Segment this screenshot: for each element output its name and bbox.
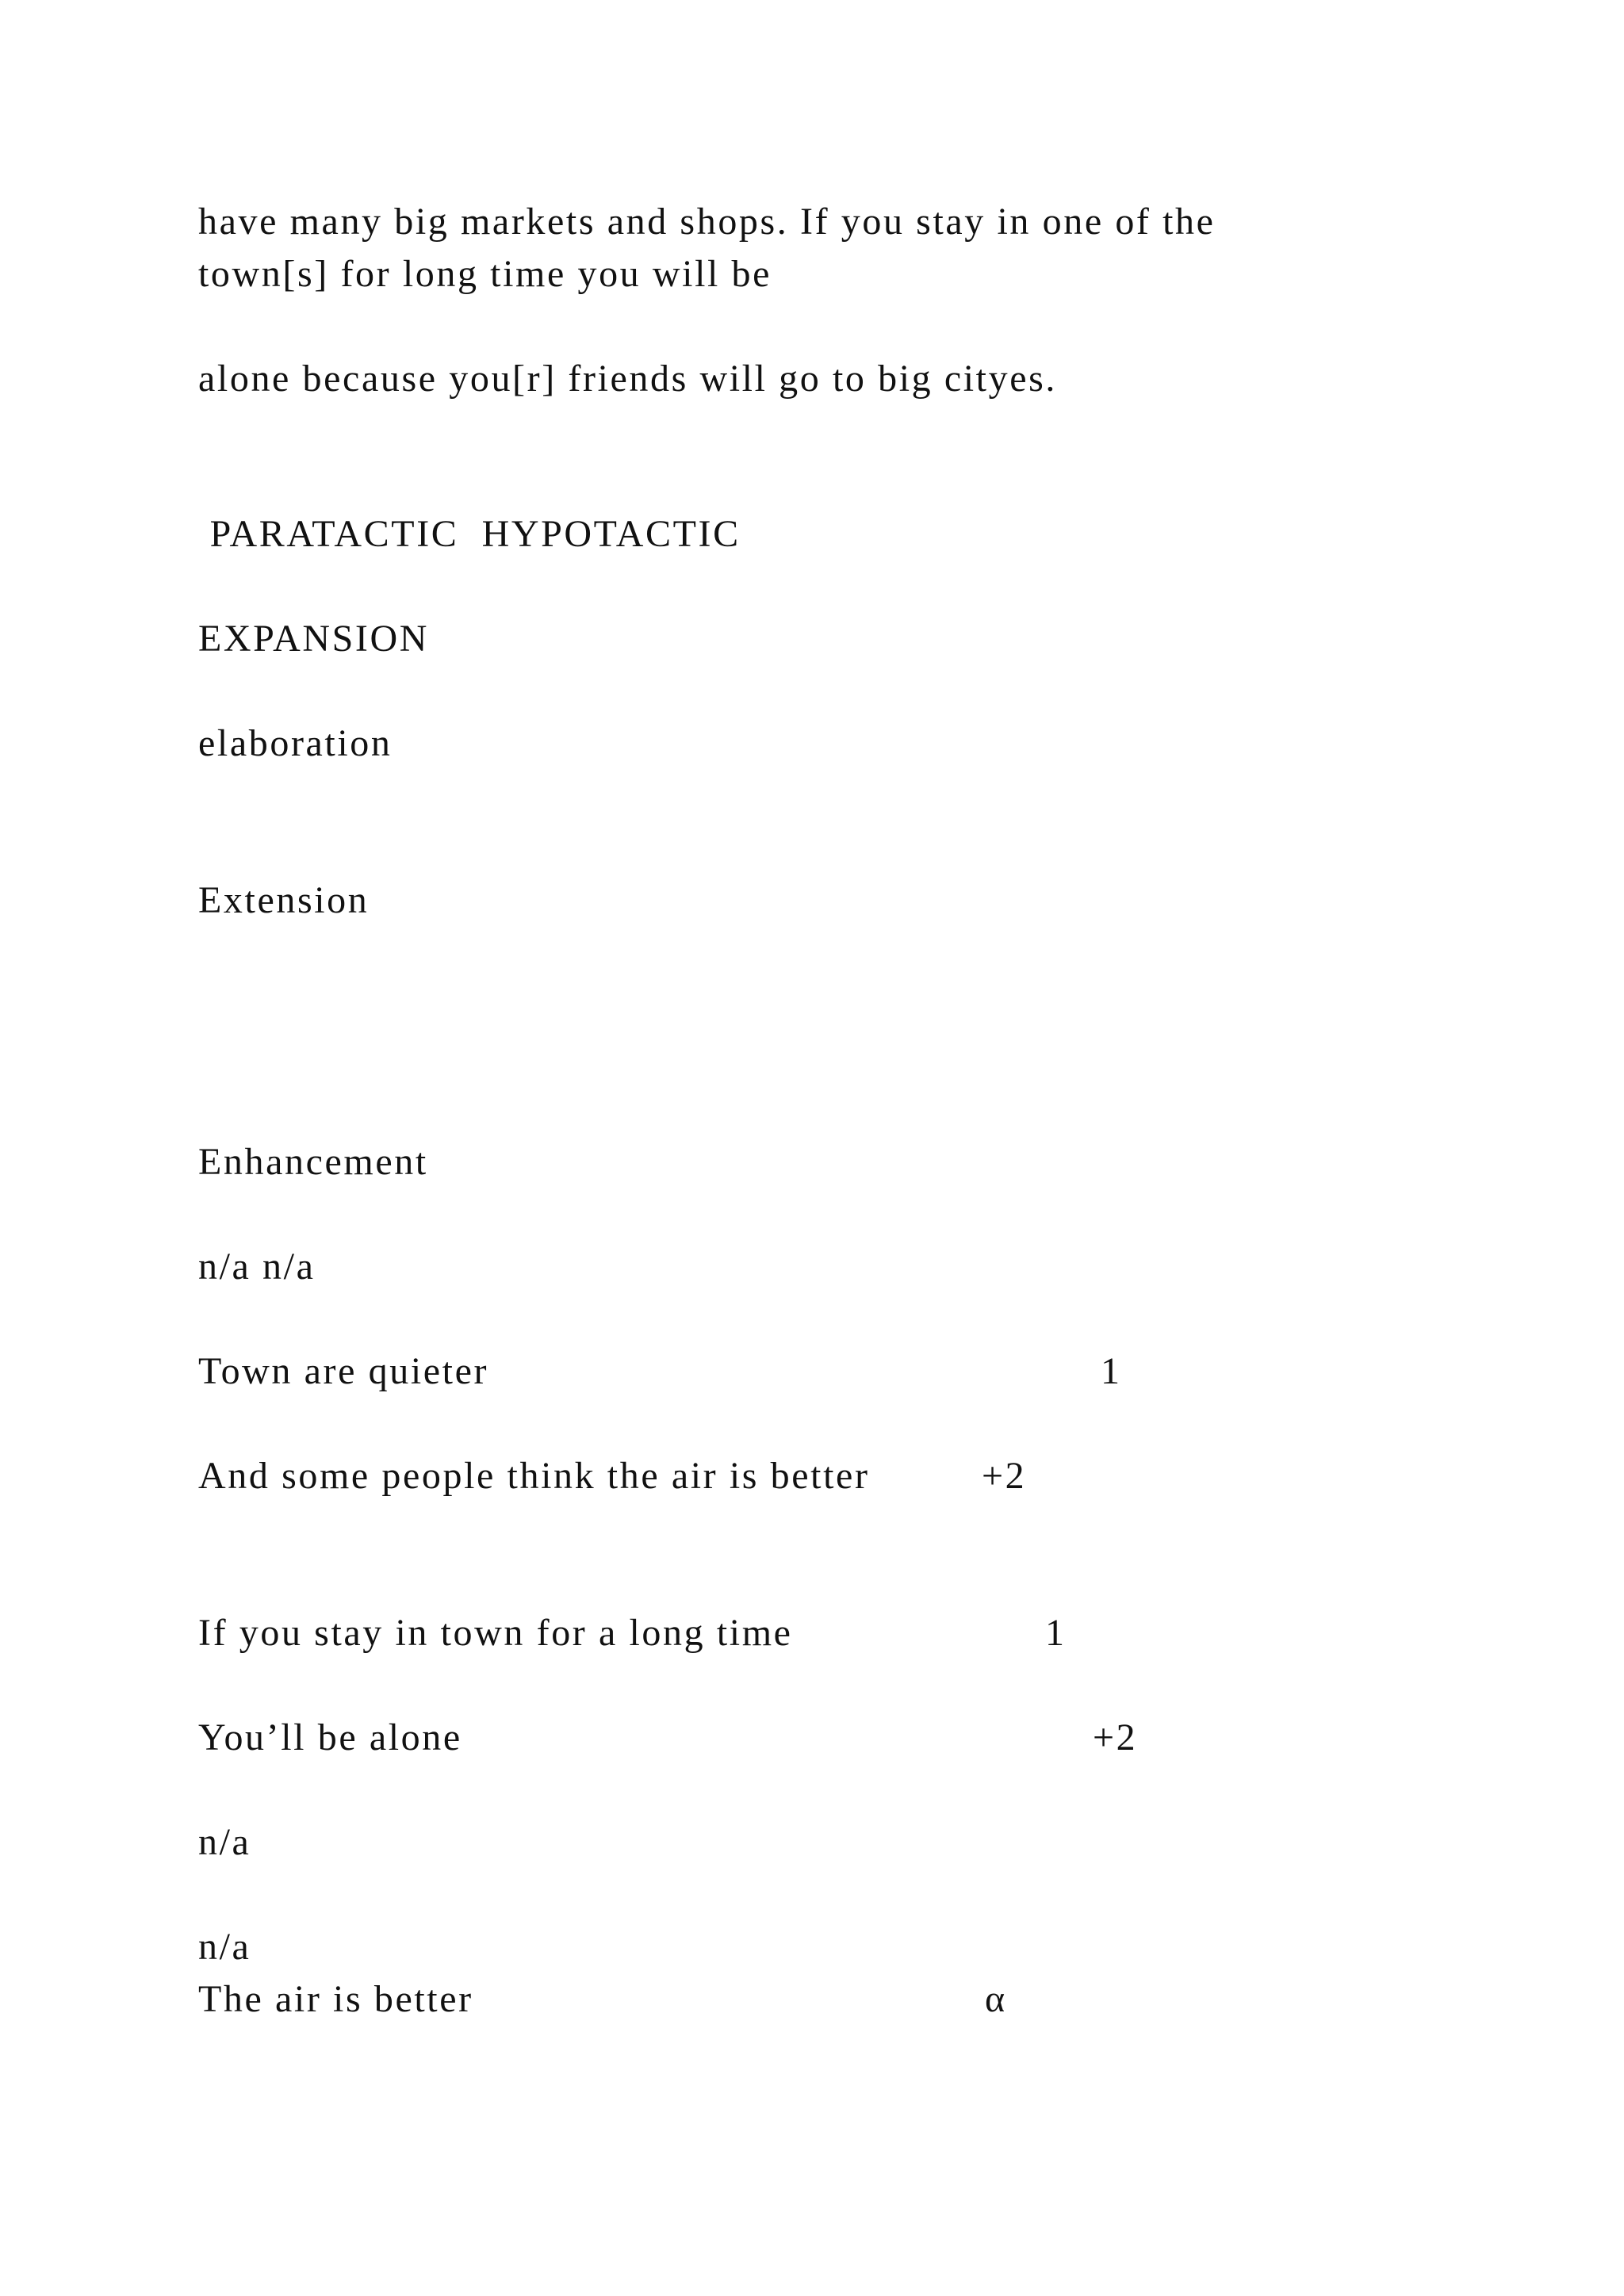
paragraph-line-3: alone because you[r] friends will go to big cityes. [198, 358, 1057, 400]
last-clause-text: The air is better [198, 1978, 473, 2020]
na-single-2: n/a [198, 1926, 251, 1968]
heading-enhancement: Enhancement [198, 1141, 428, 1183]
clause-2-text: And some people think the air is better [198, 1455, 870, 1497]
last-clause-mark: α [985, 1978, 1007, 2020]
clause-3-text: If you stay in town for a long time [198, 1612, 793, 1654]
column-headings: PARATACTIC HYPOTACTIC [198, 513, 741, 555]
clause-2-mark: +2 [982, 1455, 1027, 1497]
na-single-1: n/a [198, 1821, 251, 1863]
clause-4-mark: +2 [1093, 1716, 1138, 1758]
heading-elaboration: elaboration [198, 722, 393, 764]
paragraph-line-2: town[s] for long time you will be [198, 253, 772, 295]
na-pair: n/a n/a [198, 1246, 316, 1288]
paragraph-line-1: have many big markets and shops. If you stay in one of the [198, 201, 1216, 243]
clause-4-text: You’ll be alone [198, 1716, 462, 1758]
heading-extension: Extension [198, 879, 370, 921]
heading-expansion: EXPANSION [198, 618, 430, 660]
clause-1-mark: 1 [1101, 1350, 1122, 1392]
clause-1-text: Town are quieter [198, 1350, 489, 1392]
clause-3-mark: 1 [1045, 1612, 1067, 1654]
